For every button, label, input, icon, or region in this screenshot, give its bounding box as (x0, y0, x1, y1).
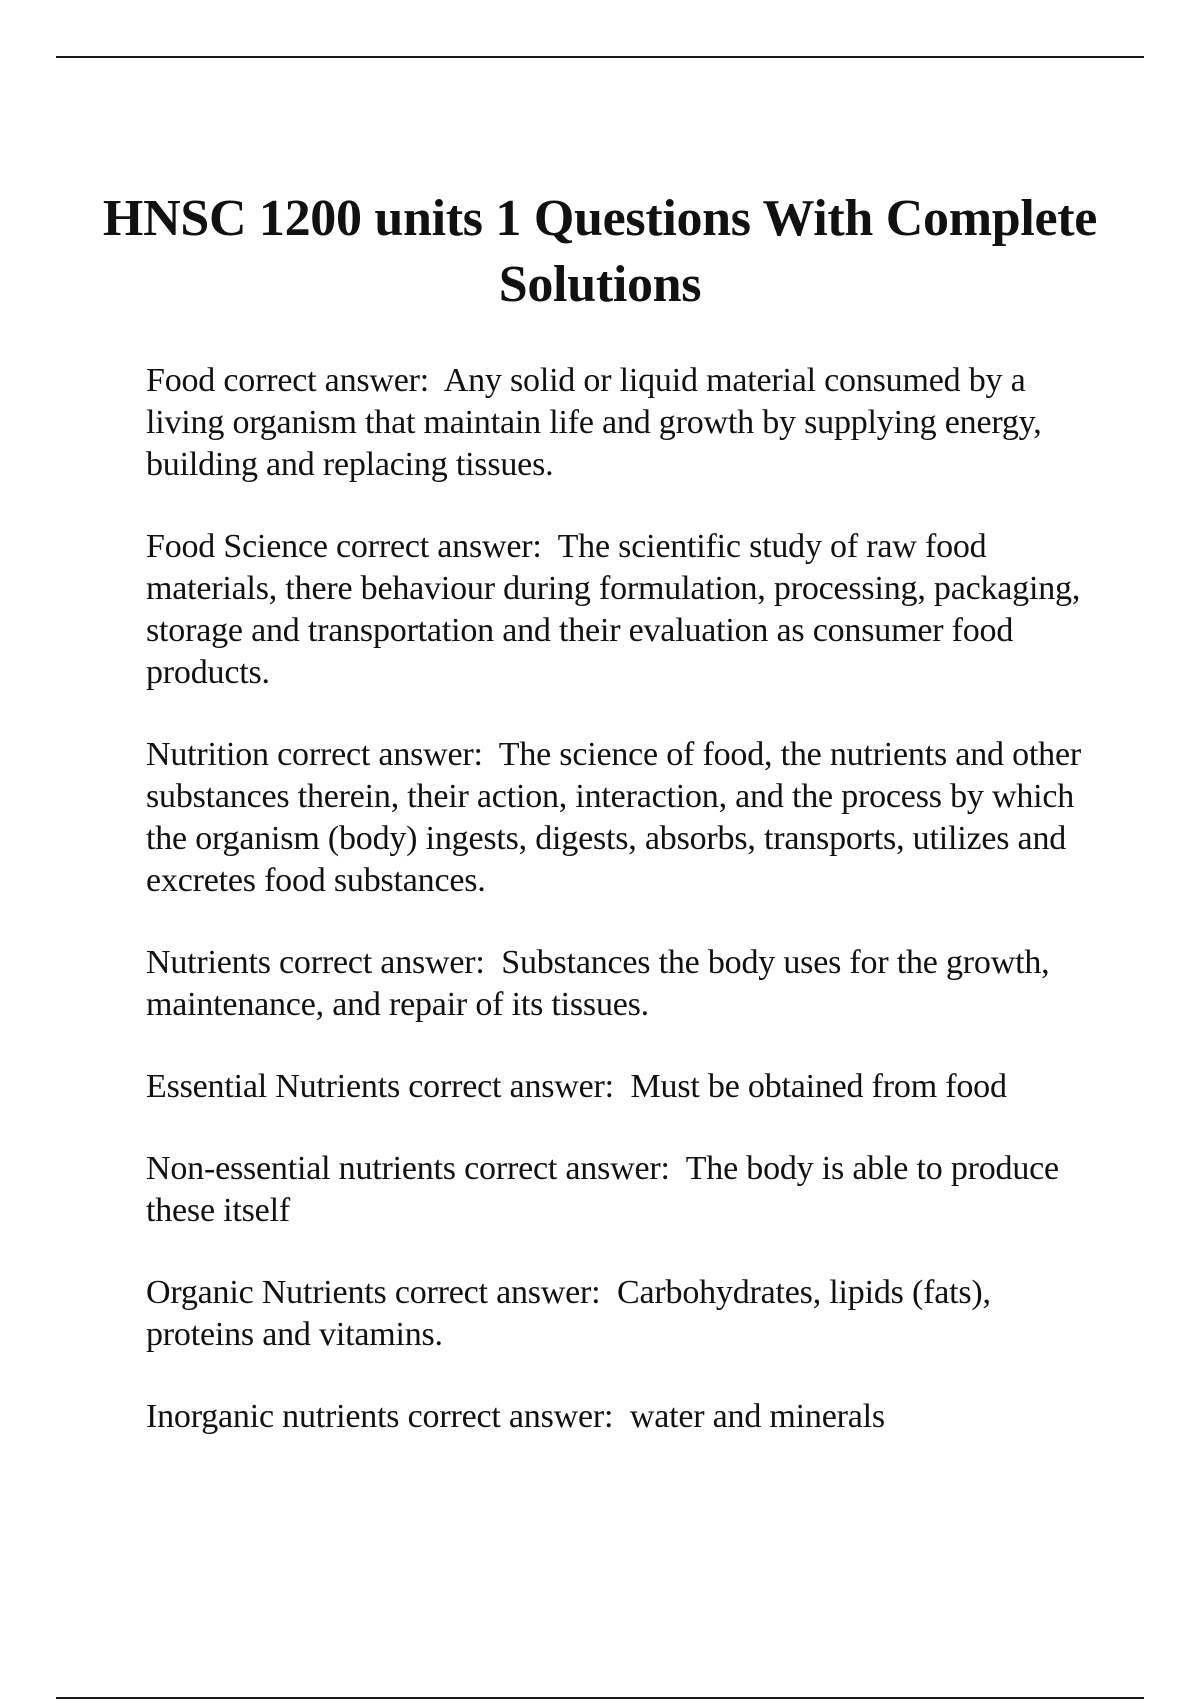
qa-list (146, 360, 1090, 1478)
qa-item-inorganic-nutrients: Inorganic nutrients correct answer: water and minerals (146, 1398, 885, 1435)
bottom-horizontal-rule (56, 1697, 1144, 1699)
top-horizontal-rule (56, 56, 1144, 58)
qa-item-nutrition: Nutrition correct answer: The science of food, the nutrients and other substances therein, their action, interaction, and the process by which the organism (body) ingests, digests, absorbs, transports, utilizes and excretes food substances. (146, 736, 1090, 899)
document-title: HNSC 1200 units 1 Questions With Complete Solutions (102, 190, 1098, 313)
qa-item-organic-nutrients: Organic Nutrients correct answer: Carbohydrates, lipids (fats), proteins and vitamins. (146, 1274, 1000, 1353)
qa-item-food-science: Food Science correct answer: The scientific study of raw food materials, there behaviour during formulation, processing, packaging, storage and transportation and their evaluation as consumer food products. (146, 528, 1089, 691)
qa-item-food: Food correct answer: Any solid or liquid material consumed by a living organism that maintain life and growth by supplying energy, building and replacing tissues. (146, 362, 1050, 483)
qa-item-essential-nutrients: Essential Nutrients correct answer: Must be obtained from food (146, 1068, 1007, 1105)
qa-item-nutrients: Nutrients correct answer: Substances the body uses for the growth, maintenance, and repair of its tissues. (146, 944, 1058, 1023)
qa-item-non-essential-nutrients: Non-essential nutrients correct answer: The body is able to produce these itself (146, 1150, 1068, 1229)
